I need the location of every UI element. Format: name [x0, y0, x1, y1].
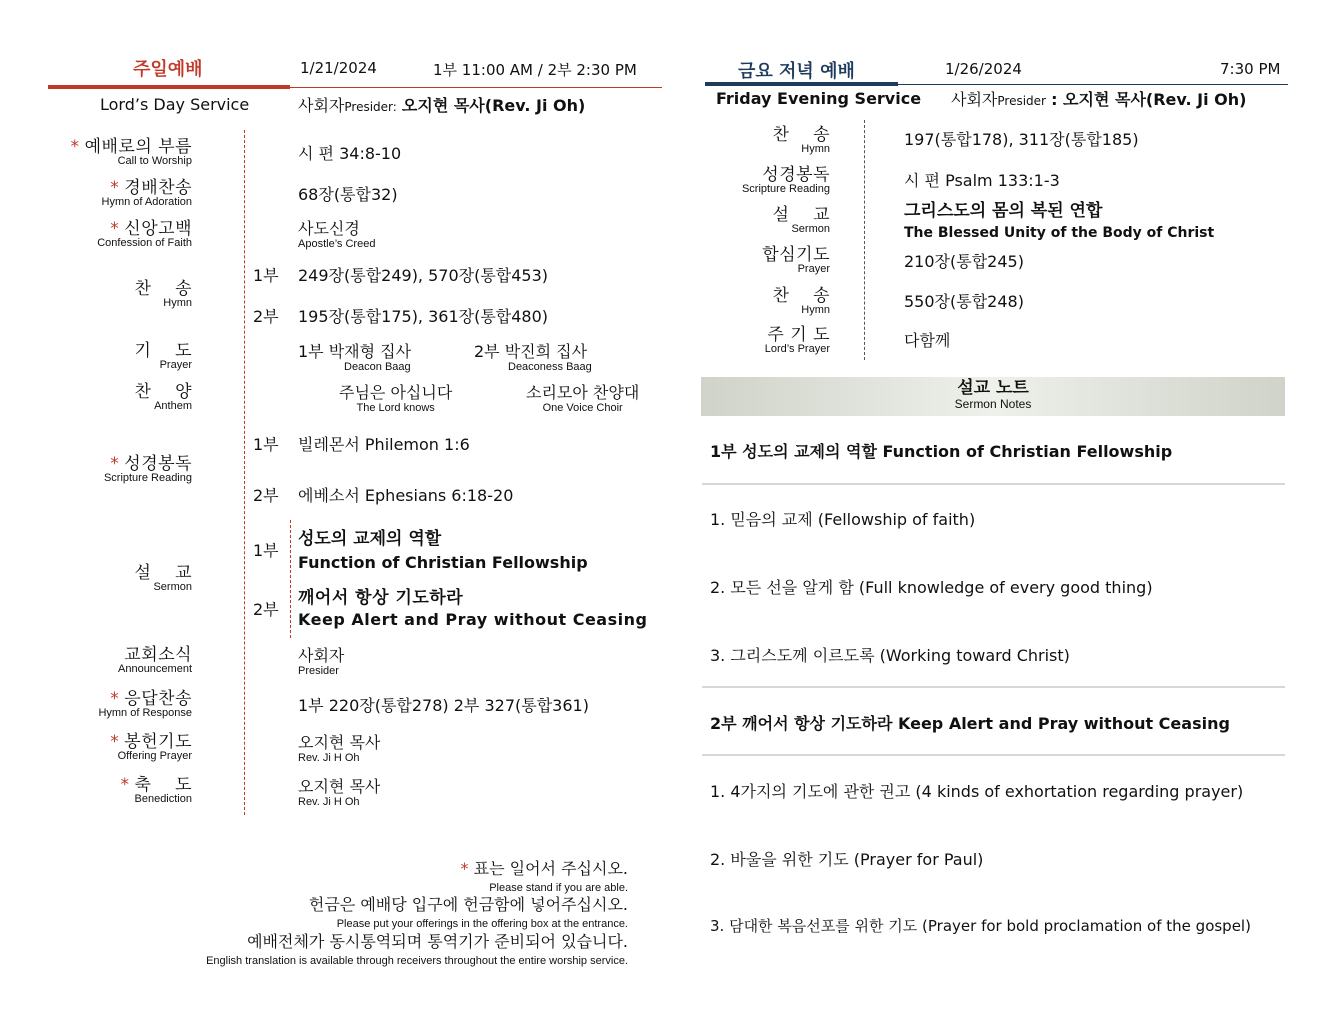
notes-point-1-2: 2. 모든 선을 알게 함 (Full knowledge of every good thing)	[710, 578, 1153, 597]
friday-label-hymn2: 찬 송 Hymn	[772, 286, 830, 316]
friday-label-hymn: 찬 송 Hymn	[772, 125, 830, 155]
sunday-divider	[244, 130, 245, 815]
friday-value-hymn2: 550장(통합248)	[904, 292, 1024, 311]
friday-value-scripture: 시 편 Psalm 133:1-3	[904, 171, 1060, 190]
hymn-response-value: 1부 220장(통합278) 2부 327(통합361)	[298, 696, 589, 715]
sunday-presider	[298, 93, 585, 116]
notes-heading-2: 2부 깨어서 항상 기도하라 Keep Alert and Pray without Ceasing	[710, 714, 1230, 733]
friday-label-lords-prayer: 주 기 도 Lord’s Prayer	[764, 325, 830, 355]
label-call-to-worship: * 예배로의 부름 Call to Worship	[70, 137, 192, 167]
scripture-value1: 빌레몬서 Philemon 1:6	[298, 435, 470, 454]
sermon-value1: 성도의 교제의 역할 Function of Christian Fellowship	[298, 529, 588, 572]
presider-name: 오지현 목사(Rev. Ji Oh)	[401, 96, 586, 115]
friday-divider	[864, 120, 865, 360]
sunday-header-rule-thin	[290, 87, 662, 88]
presider-label-en: Presider:	[344, 100, 397, 114]
notes-point-2-3: 3. 담대한 복음선포를 위한 기도 (Prayer for bold proclamation of the gospel)	[710, 917, 1251, 935]
notes-separator	[702, 754, 1285, 756]
sermon-value2: 깨어서 항상 기도하라 Keep Alert and Pray without Ceasing	[298, 588, 648, 629]
sermon-notes-title: 설교 노트 Sermon Notes	[954, 378, 1032, 411]
anthem-value2: 소리모아 찬양대 One Voice Choir	[526, 383, 640, 414]
footer-stand: * 표는 일어서 주십시오. Please stand if you are able.	[460, 859, 628, 894]
label-scripture: * 성경봉독 Scripture Reading	[103, 454, 192, 484]
benediction-value: 오지현 목사 Rev. Ji H Oh	[298, 777, 381, 808]
hymn-value2: 195장(통합175), 361장(통합480)	[298, 307, 549, 326]
sermon-divider	[290, 520, 291, 638]
scripture-part2: 2부	[253, 486, 279, 505]
friday-title-en: Friday Evening Service	[716, 89, 922, 108]
friday-header-rule-thick	[705, 82, 898, 86]
scripture-part1: 1부	[253, 435, 279, 454]
label-hymn: 찬 송 Hymn	[134, 279, 192, 309]
hymn-part2: 2부	[253, 307, 279, 326]
sunday-title-en: Lord’s Day Service	[100, 95, 250, 114]
friday-value-sermon: 그리스도의 몸의 복된 연합 The Blessed Unity of the Body of Christ	[904, 201, 1215, 241]
announcement-value: 사회자 Presider	[298, 646, 345, 677]
label-sermon: 설 교 Sermon	[134, 563, 192, 593]
label-offering-prayer: * 봉헌기도 Offering Prayer	[110, 732, 192, 762]
offering-prayer-value: 오지현 목사 Rev. Ji H Oh	[298, 733, 381, 764]
notes-point-2-1: 1. 4가지의 기도에 관한 권고 (4 kinds of exhortation regarding prayer)	[710, 782, 1244, 801]
presider-label-ko: 사회자	[298, 96, 345, 115]
footer-offering: 헌금은 예배당 입구에 헌금함에 넣어주십시오. Please put your offerings in the offering box at the entrance.	[308, 895, 628, 930]
notes-point-2-2: 2. 바울을 위한 기도 (Prayer for Paul)	[710, 850, 984, 869]
friday-value-lords-prayer: 다함께	[904, 331, 951, 350]
friday-label-sermon: 설 교 Sermon	[772, 205, 830, 235]
sunday-header-rule-thick	[48, 85, 290, 89]
hymn-part1: 1부	[253, 266, 279, 285]
friday-title-ko: 금요 저녁 예배	[738, 61, 855, 82]
value-hymn-adoration: 68장(통합32)	[298, 185, 398, 204]
prayer-value2: 2부 박진희 집사 Deaconess Baag	[474, 342, 592, 373]
sunday-title-ko: 주일예배	[133, 59, 203, 80]
prayer-value1: 1부 박재형 집사 Deacon Baag	[298, 342, 412, 373]
hymn-value1: 249장(통합249), 570장(통합453)	[298, 266, 549, 285]
friday-label-scripture: 성경봉독 Scripture Reading	[741, 165, 830, 195]
label-anthem: 찬 양 Anthem	[134, 382, 192, 412]
friday-value-prayer: 210장(통합245)	[904, 252, 1024, 271]
friday-time: 7:30 PM	[1220, 60, 1281, 78]
label-benediction: * 축 도 Benediction	[120, 775, 192, 805]
label-prayer: 기 도 Prayer	[134, 341, 192, 371]
value-call-to-worship: 시 편 34:8-10	[298, 144, 402, 163]
sermon-part1: 1부	[253, 541, 279, 560]
friday-header-rule-thin	[898, 84, 1288, 85]
notes-point-1-1: 1. 믿음의 교제 (Fellowship of faith)	[710, 510, 976, 529]
scripture-value2: 에베소서 Ephesians 6:18-20	[298, 486, 514, 505]
label-announcement: 교회소식 Announcement	[118, 645, 192, 675]
notes-separator	[702, 483, 1285, 485]
sermon-part2: 2부	[253, 600, 279, 619]
label-confession: * 신앙고백 Confession of Faith	[97, 219, 192, 249]
footer-translation: 예배전체가 동시통역되며 통역기가 준비되어 있습니다. English translation is available through receivers throughout the entire worship service.	[206, 932, 628, 967]
sunday-date: 1/21/2024	[300, 59, 377, 77]
sunday-times: 1부 11:00 AM / 2부 2:30 PM	[433, 61, 637, 79]
notes-point-1-3: 3. 그리스도께 이르도록 (Working toward Christ)	[710, 646, 1070, 665]
label-hymn-response: * 응답찬송 Hymn of Response	[98, 689, 192, 719]
label-hymn-adoration: * 경배찬송 Hymn of Adoration	[101, 178, 192, 208]
friday-label-prayer: 합심기도 Prayer	[762, 245, 830, 275]
friday-presider: 사회자Presider : 오지현 목사(Rev. Ji Oh)	[951, 90, 1247, 109]
notes-separator	[702, 686, 1285, 688]
value-confession: 사도신경 Apostle’s Creed	[298, 219, 376, 250]
friday-date: 1/26/2024	[945, 60, 1022, 78]
friday-value-hymn: 197(통합178), 311장(통합185)	[904, 130, 1139, 149]
anthem-value1: 주님은 아십니다 The Lord knows	[339, 383, 453, 414]
notes-heading-1: 1부 성도의 교제의 역할 Function of Christian Fellowship	[710, 442, 1173, 461]
